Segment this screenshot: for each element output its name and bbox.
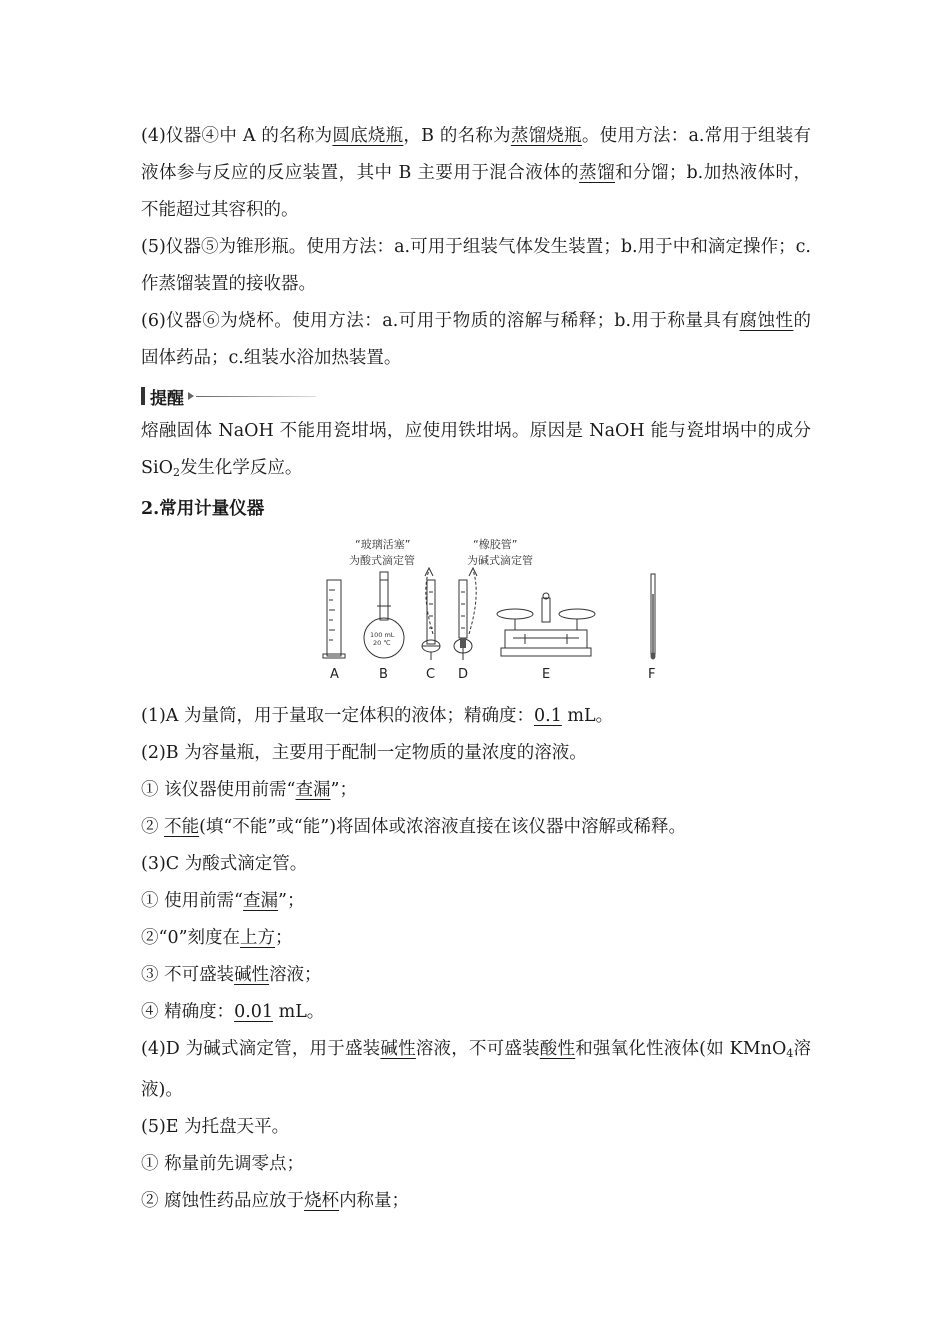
item-d1: [141, 1031, 811, 1109]
note-acid-2: 为酸式滴定管: [349, 554, 415, 567]
section-heading: 2.常用计量仪器: [141, 499, 265, 519]
tip-divider: [196, 396, 316, 397]
answer-blank: 碱性: [234, 965, 270, 985]
answer-blank: 烧杯: [304, 1191, 340, 1211]
base-burette-icon: [454, 580, 472, 660]
text: ”；: [278, 891, 305, 911]
text: ②: [141, 817, 165, 837]
balance-icon: [497, 593, 595, 656]
item-e2: ① 称量前先调零点；: [141, 1154, 305, 1174]
text: ”；: [330, 780, 357, 800]
item-c4: [141, 957, 811, 994]
item-b3: [141, 809, 811, 846]
thermometer-icon: [651, 574, 656, 660]
text: 发生化学反应。: [179, 458, 303, 478]
text: 和分馏；b.加热液体时，不能超过其容积的。: [141, 163, 812, 220]
flask-capacity-label: 100 mL: [370, 631, 395, 639]
tip-paragraph: [141, 413, 811, 491]
text: 和强氧化性液体(如 KMnO: [575, 1039, 787, 1059]
answer-blank: 腐蚀性: [739, 311, 794, 331]
acid-burette-icon: [422, 580, 440, 660]
text: ②“0”刻度在: [141, 928, 241, 948]
answer-blank: 上方: [240, 928, 276, 948]
paragraph-4: [141, 118, 811, 229]
label-d: D: [458, 667, 469, 682]
answer-blank: 酸性: [539, 1039, 576, 1059]
text: 溶液)。: [141, 1039, 812, 1100]
document-body: [141, 118, 811, 1220]
answer-blank: 查漏: [295, 780, 331, 800]
answer-blank: 查漏: [243, 891, 279, 911]
answer-blank: 蒸馏烧瓶: [510, 126, 582, 146]
item-b2: [141, 772, 811, 809]
tip-label: 提醒: [150, 388, 184, 409]
answer-blank: 碱性: [380, 1039, 416, 1059]
graduated-cylinder-icon: [323, 580, 345, 658]
arrowhead-icon: [425, 568, 433, 576]
text: mL。: [561, 706, 614, 726]
label-a: A: [330, 667, 339, 682]
label-f: F: [648, 667, 656, 682]
note-base-1: “橡胶管”: [473, 538, 518, 551]
volumetric-flask-icon: [364, 572, 404, 658]
text: 。使用方法：a.常用于组装有液体参与反应的反应装置，其中 B 主要用于混合液体的: [141, 126, 811, 183]
instrument-figure: [141, 528, 811, 698]
text: ③ 不可盛装: [141, 965, 235, 985]
answer-blank: 蒸馏: [579, 163, 616, 183]
item-c2: [141, 883, 811, 920]
item-b1: (2)B 为容量瓶，主要用于配制一定物质的量浓度的溶液。: [141, 743, 587, 763]
label-c: C: [426, 667, 436, 682]
subscript: 4: [786, 1047, 794, 1060]
text: 溶液，不可盛装: [415, 1039, 540, 1059]
item-c3: [141, 920, 811, 957]
text: ；: [275, 928, 293, 948]
text: 熔融固体 NaOH 不能用瓷坩埚，应使用铁坩埚。原因是 NaOH 能与瓷坩埚中的成分 SiO: [141, 421, 811, 478]
item-e1: (5)E 为托盘天平。: [141, 1117, 290, 1137]
text: 内称量；: [339, 1191, 410, 1211]
note-acid-1: “玻璃活塞”: [355, 538, 411, 551]
text: 溶液；: [269, 965, 322, 985]
text: (填“不能”或“能”)将固体或浓溶液直接在该仪器中溶解或稀释。: [199, 817, 687, 837]
text: ④ 精确度：: [141, 1002, 235, 1022]
note-base-2: 为碱式滴定管: [467, 554, 533, 567]
item-c5: [141, 994, 811, 1031]
triangle-right-icon: [188, 392, 194, 400]
text: mL。: [273, 1002, 325, 1022]
item-c1: (3)C 为酸式滴定管。: [141, 854, 308, 874]
arrow-base: [469, 570, 476, 634]
instrument-illustration: [321, 534, 666, 684]
text: 的固体药品；c.组装水浴加热装置。: [141, 311, 811, 368]
text: (1)A 为量筒，用于量取一定体积的液体；精确度：: [141, 706, 534, 726]
item-a1: [141, 698, 811, 735]
text: ① 使用前需“: [141, 891, 244, 911]
answer-blank: 不能: [164, 817, 200, 837]
item-e3: [141, 1183, 811, 1220]
text: ① 该仪器使用前需“: [141, 780, 296, 800]
text: ，B 的名称为: [403, 126, 511, 146]
tip-heading: [141, 381, 811, 411]
text: (6)仪器⑥为烧杯。使用方法：a.可用于物质的溶解与稀释；b.用于称量具有: [141, 311, 740, 331]
label-b: B: [379, 667, 388, 682]
paragraph-5: (5)仪器⑤为锥形瓶。使用方法：a.可用于组装气体发生装置；b.用于中和滴定操作；c.作蒸馏装置的接收器。: [141, 237, 811, 294]
text: (4)仪器④中 A 的名称为: [141, 126, 333, 146]
text: ② 腐蚀性药品应放于: [141, 1191, 305, 1211]
label-e: E: [542, 667, 551, 682]
paragraph-6: [141, 303, 811, 377]
arrowhead-icon: [469, 568, 477, 576]
answer-blank: 圆底烧瓶: [332, 126, 404, 146]
answer-blank: 0.1: [534, 706, 562, 726]
text: (4)D 为碱式滴定管，用于盛装: [141, 1039, 381, 1059]
answer-blank: 0.01: [234, 1002, 274, 1022]
flask-temperature-label: 20 ℃: [373, 639, 391, 647]
subscript: 2: [172, 466, 180, 479]
tip-bar-icon: [141, 387, 145, 405]
